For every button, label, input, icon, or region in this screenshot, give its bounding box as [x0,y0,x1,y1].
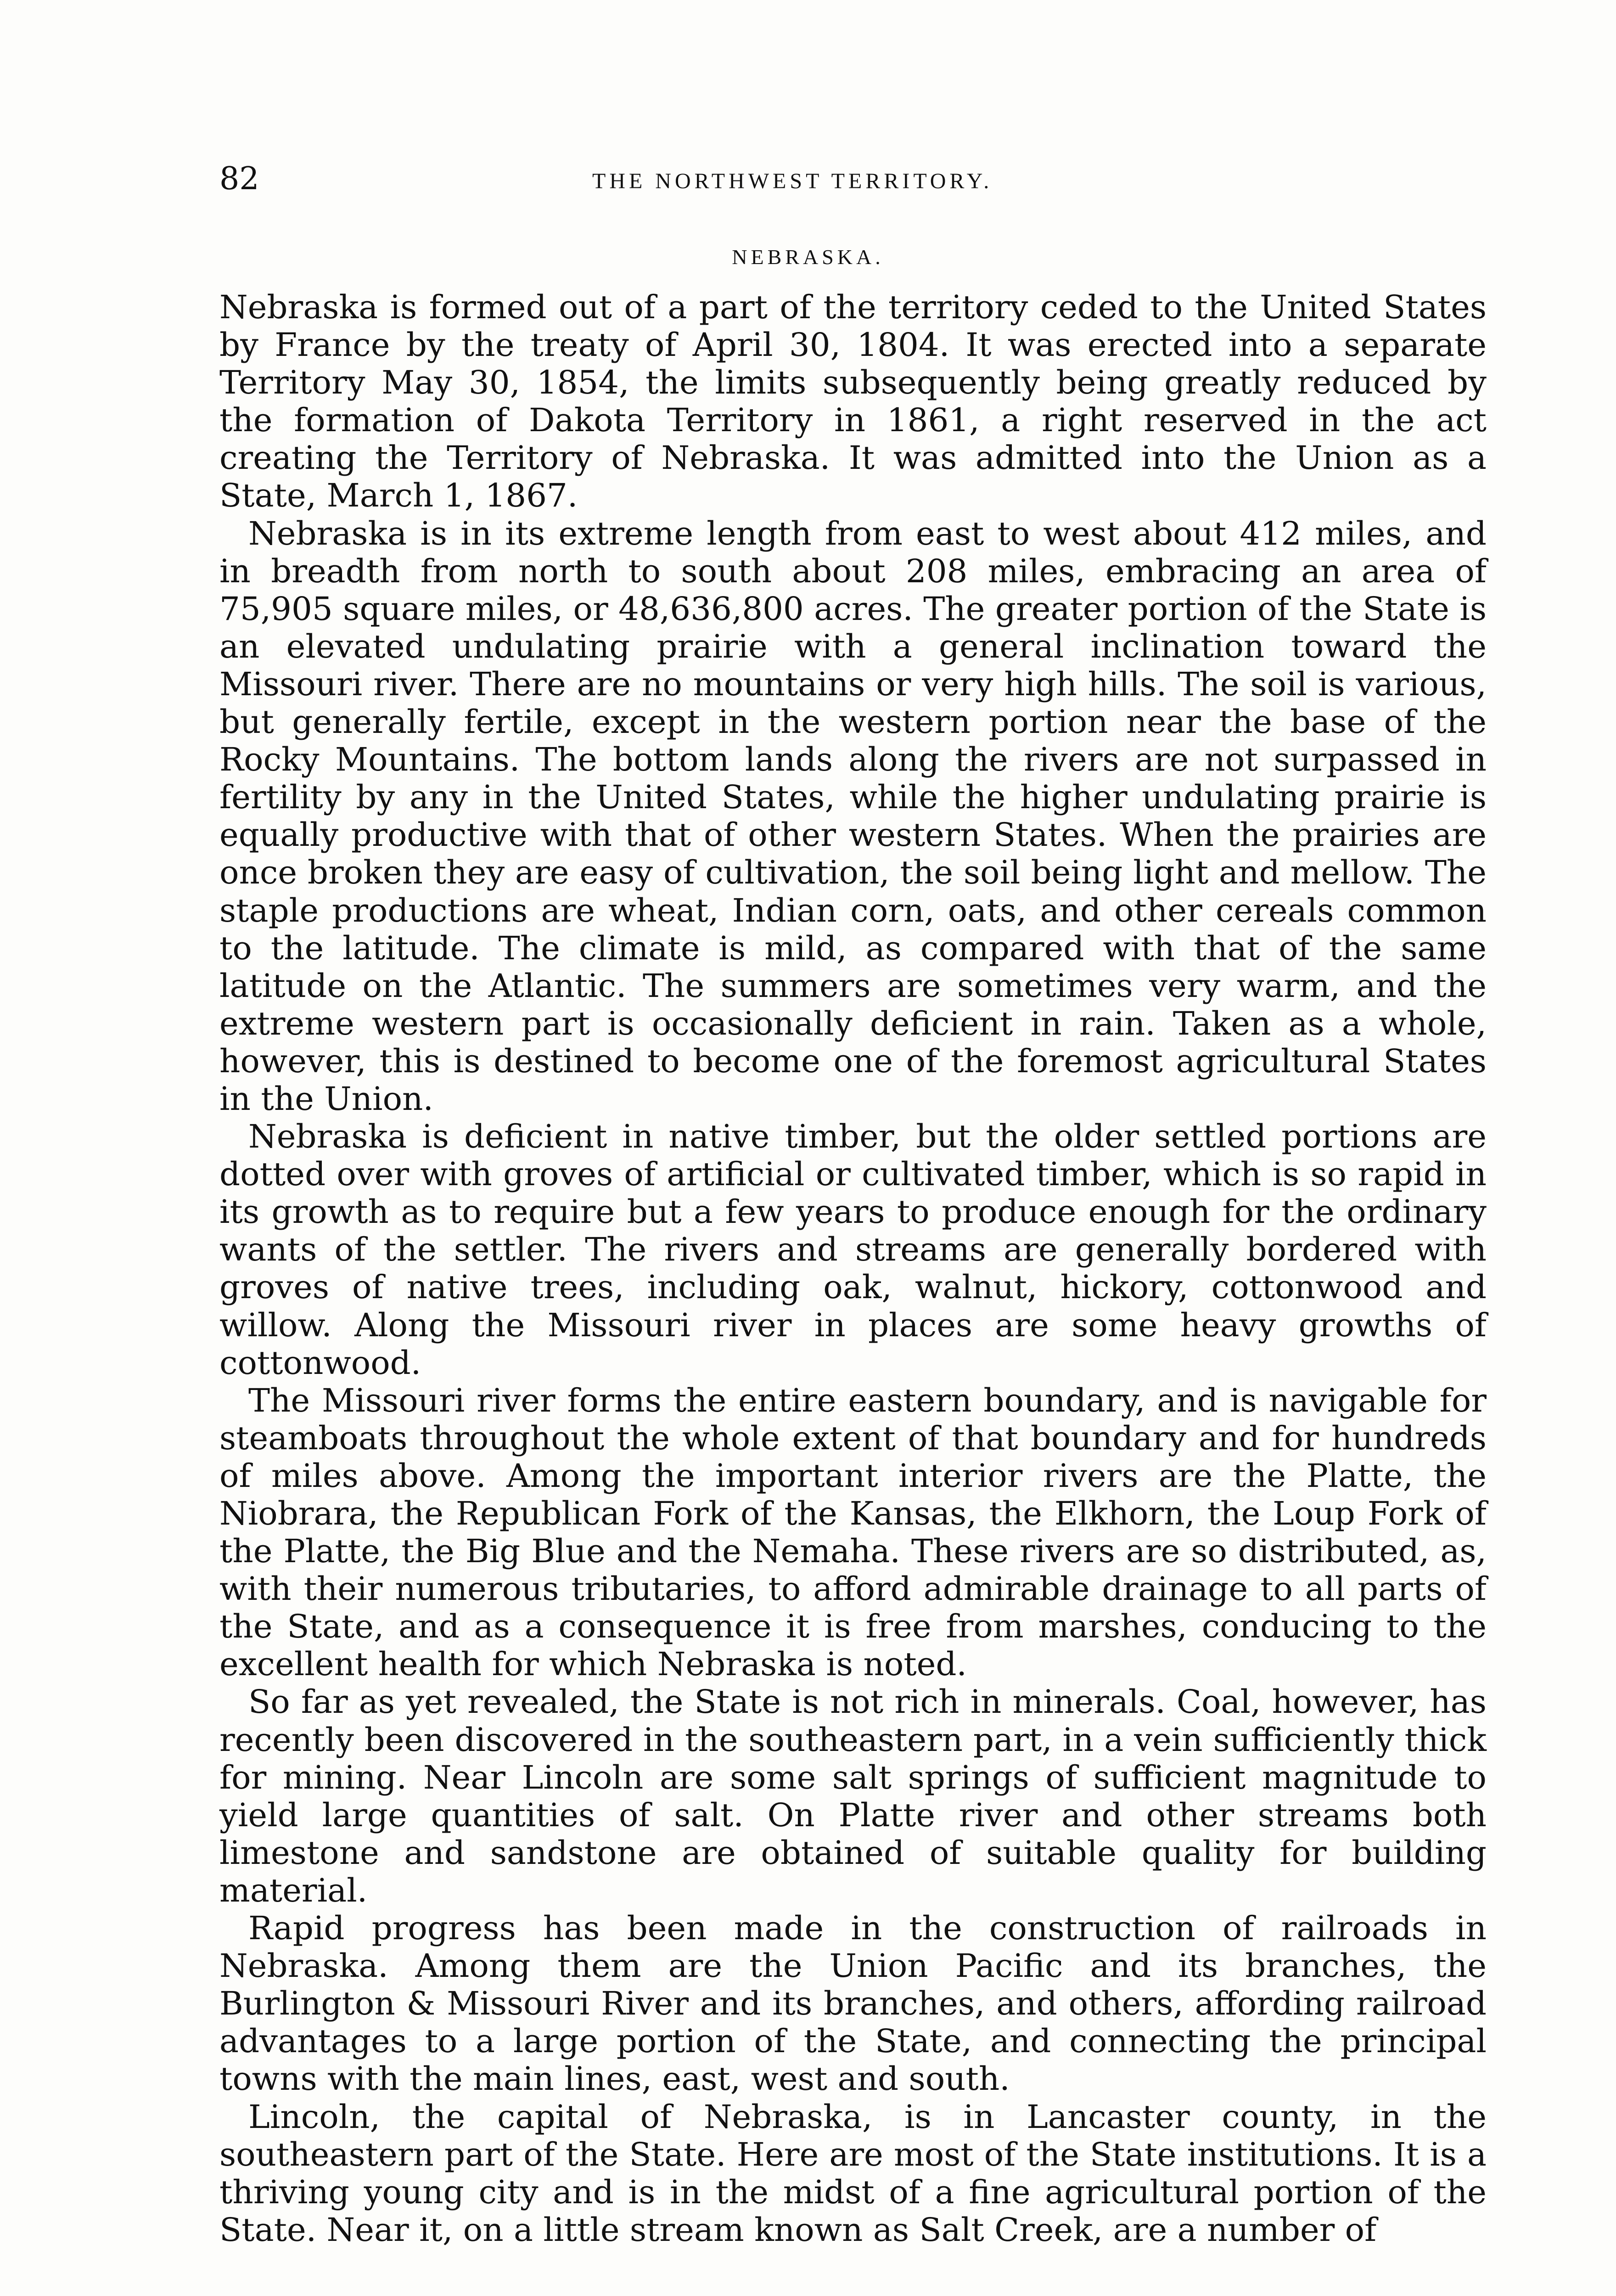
paragraph-timber: Nebraska is deficient in native timber, but the older settled portions are dotted over with groves of artificial or cultivated timber, which is so rapid in its growth as to require but a few years to produce enough for the ordinary wants of the settler. The rivers and streams are generally bordered with groves of native trees, including oak, walnut, hickory, cottonwood and willow. Along the Missouri river in places are some heavy growths of cottonwood. [219,1118,1487,1382]
paragraph-minerals: So far as yet revealed, the State is not rich in minerals. Coal, however, has recently been discovered in the southeastern part, in a vein sufficiently thick for mining. Near Lincoln are some salt springs of sufficient magnitude to yield large quantities of salt. On Platte river and other streams both limestone and sandstone are obtained of suitable quality for building material. [219,1683,1487,1909]
running-head [0,158,1616,200]
section-heading: NEBRASKA. [732,245,884,269]
paragraph-statehood: Nebraska is formed out of a part of the territory ceded to the United States by France by the treaty of April 30, 1804. It was erected into a separate Territory May 30, 1854, the limits subsequently being greatly reduced by the formation of Dakota Territory in 1861, a right reserved in the act creating the Territory of Nebraska. It was admitted into the Union as a State, March 1, 1867. [219,288,1487,515]
paragraph-rivers: The Missouri river forms the entire eastern boundary, and is navigable for steamboats throughout the whole extent of that boundary and for hundreds of miles above. Among the important interior rivers are the Platte, the Niobrara, the Republican Fork of the Kansas, the Elkhorn, the Loup Fork of the Platte, the Big Blue and the Nemaha. These rivers are so distributed, as, with their numerous tributaries, to afford admirable drainage to all parts of the State, and as a consequence it is free from marshes, conducing to the excellent health for which Nebraska is noted. [219,1381,1487,1683]
paragraph-railroads: Rapid progress has been made in the construction of railroads in Nebraska. Among them are the Union Pacific and its branches, the Burlington & Missouri River and its branches, and others, affording railroad advantages to a large portion of the State, and connecting the principal towns with the main lines, east, west and south. [219,1909,1487,2098]
running-title: THE NORTHWEST TERRITORY. [592,169,993,193]
paragraph-geography: Nebraska is in its extreme length from east to west about 412 miles, and in breadth from north to south about 208 miles, embracing an area of 75,905 square miles, or 48,636,800 acres. The greater portion of the State is an elevated undulating prairie with a general inclination toward the Missouri river. There are no mountains or very high hills. The soil is various, but generally fertile, except in the western portion near the base of the Rocky Mountains. The bottom lands along the rivers are not surpassed in fertility by any in the United States, while the higher undulating prairie is equally productive with that of other western States. When the prairies are once broken they are easy of cultivation, the soil being light and mellow. The staple productions are wheat, Indian corn, oats, and other cereals common to the latitude. The climate is mild, as compared with that of the same latitude on the Atlantic. The summers are sometimes very warm, and the extreme western part is occasionally deficient in rain. Taken as a whole, however, this is destined to become one of the foremost agricultural States in the Union. [219,514,1487,1118]
page-number: 82 [219,161,259,197]
body-text [219,288,1487,2249]
paragraph-lincoln: Lincoln, the capital of Nebraska, is in Lancaster county, in the southeastern part of the State. Here are most of the State institutions. It is a thriving young city and is in the midst of a fine agricultural portion of the State. Near it, on a little stream known as Salt Creek, are a number of [219,2098,1487,2249]
